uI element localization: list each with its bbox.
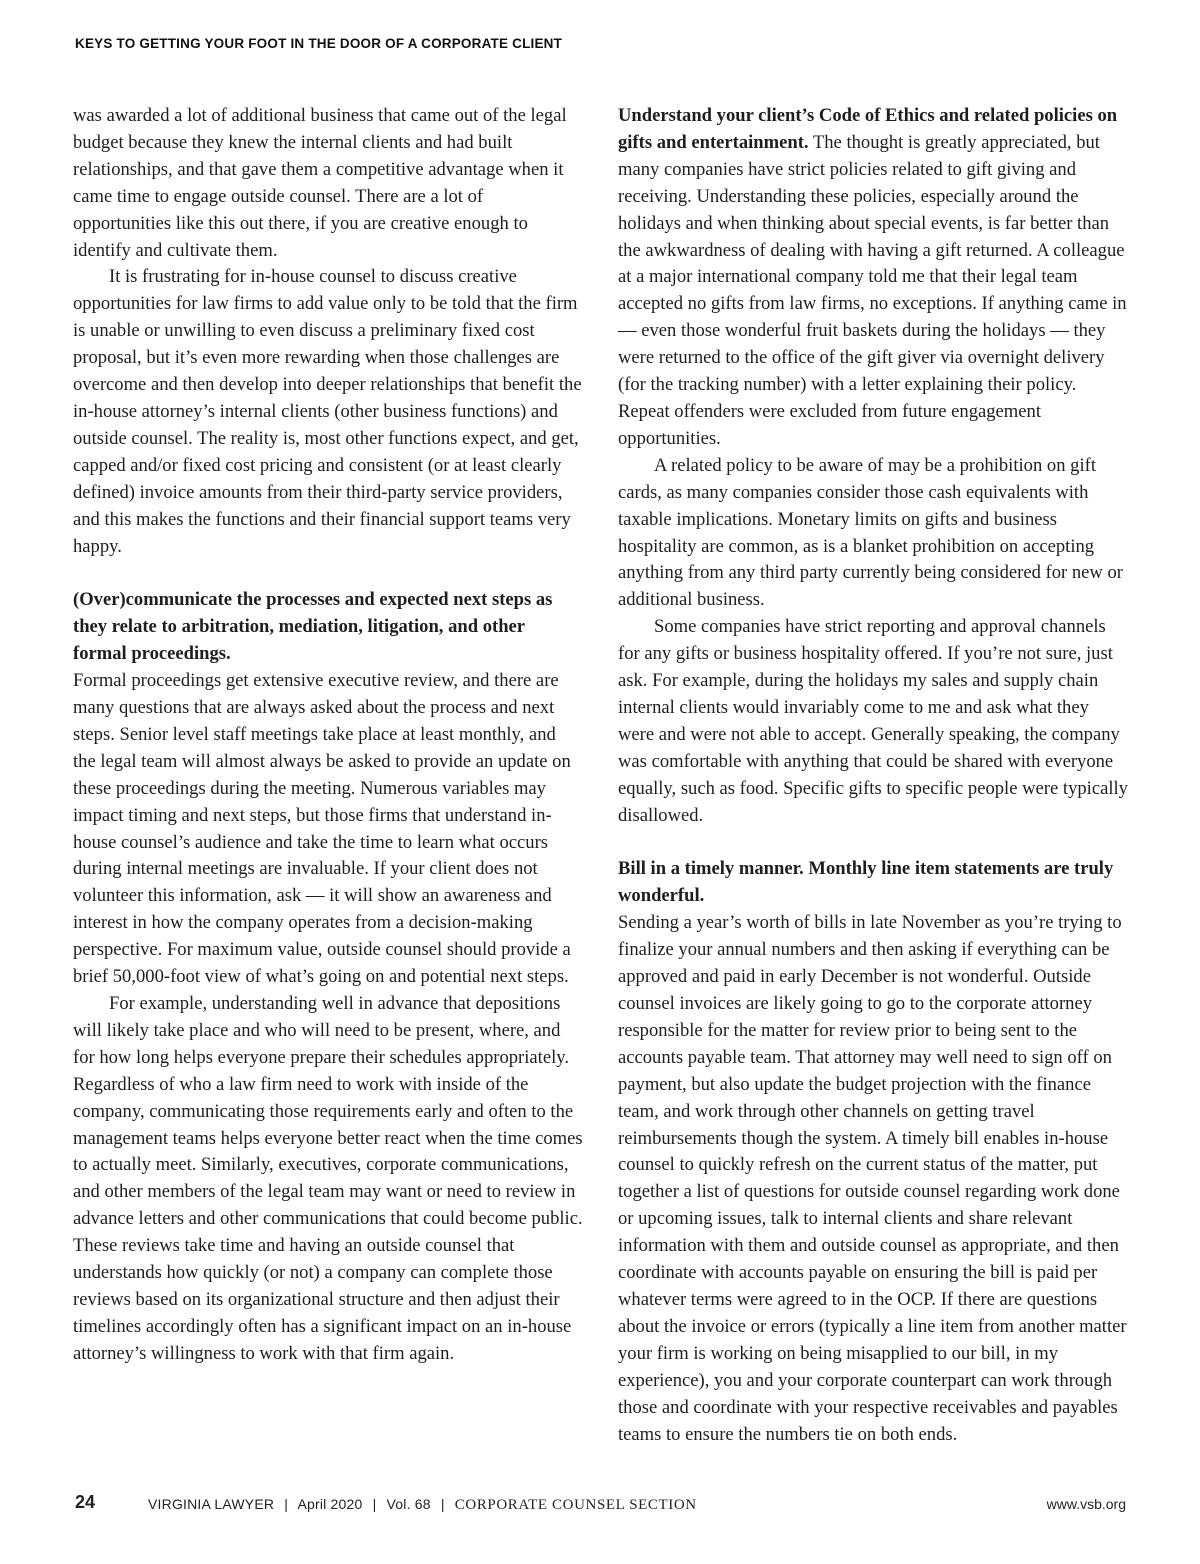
footer-separator: | <box>284 1496 289 1512</box>
section-name: CORPORATE COUNSEL SECTION <box>454 1497 697 1513</box>
section-heading: (Over)communicate the processes and expected next steps as they relate to arbitration, mediation, litigation, and other formal proceedings. <box>73 589 553 665</box>
page-number: 24 <box>75 1492 96 1512</box>
left-column <box>73 103 583 1368</box>
body-paragraph: It is frustrating for in-house counsel to discuss creative opportunities for law firms to add value only to be told that the firm is unable or unwilling to even discuss a preliminary fixed cost proposal, but it’s even more rewarding when those challenges are overcome and then develop into deeper relationships that benefit the in-house attorney’s internal clients (other business functions) and outside counsel. The reality is, most other functions expect, and get, capped and/or fixed cost pricing and consistent (or at least clearly defined) invoice amounts from their third-party service providers, and this makes the functions and their financial support teams very happy. <box>73 266 582 557</box>
publication-line <box>148 1496 697 1514</box>
website-link[interactable]: www.vsb.org <box>1046 1496 1126 1512</box>
section-heading: Bill in a timely manner. Monthly line item statements are truly wonderful. <box>618 858 1114 907</box>
body-paragraph: A related policy to be aware of may be a prohibition on gift cards, as many companies consider those cash equivalents with taxable implications. Monetary limits on gifts and business hospitality are common, as is a blanket prohibition on accepting anything from any third party currently being considered for new or additional business. <box>618 454 1123 611</box>
section-heading: Understand your client’s Code of Ethics and related policies on gifts and entertainment. <box>618 105 1118 153</box>
body-paragraph: was awarded a lot of additional business that came out of the legal budget because they knew the internal clients and had built relationships, and that gave them a competitive advantage when it came time to engage outside counsel. There are a lot of opportunities like this out there, if you are creative enough to identify and cultivate them. <box>73 105 567 261</box>
paragraph-text: The thought is greatly appreciated, but many companies have strict policies related to gift giving and receiving. Understanding these policies, especially around the holidays and when thinking about special events, is far better than the awkwardness of dealing with having a gift returned. A colleague at a major international company told me that their legal team accepted no gifts from law firms, no exceptions. If anything came in — even those wonderful fruit baskets during the holidays — they were returned to the office of the gift giver via overnight delivery (for the tracking number) with a letter explaining their policy. Repeat offenders were excluded from future engagement opportunities. <box>618 131 1127 449</box>
body-paragraph: Formal proceedings get extensive executive review, and there are many questions that are always asked about the process and next steps. Senior level staff meetings take place at least monthly, and the legal team will almost always be asked to provide an update on these proceedings during the meeting. Numerous variables may impact timing and next steps, but those firms that understand in-house counsel’s audience and take the time to learn what occurs during internal meetings are invaluable. If your client does not volunteer this information, ask — it will show an awareness and interest in how the company operates from a decision-making perspective. For maximum value, outside counsel should provide a brief 50,000-foot view of what’s going on and potential next steps. <box>73 670 571 988</box>
publication-name: VIRGINIA LAWYER <box>148 1496 275 1512</box>
footer-separator: | <box>440 1496 445 1512</box>
volume-number: Vol. 68 <box>386 1496 431 1512</box>
running-header: KEYS TO GETTING YOUR FOOT IN THE DOOR OF A CORPORATE CLIENT <box>75 36 563 51</box>
right-column <box>618 103 1128 1448</box>
body-paragraph <box>618 103 1128 453</box>
issue-date: April 2020 <box>297 1496 363 1512</box>
footer-separator: | <box>372 1496 377 1512</box>
body-paragraph: Sending a year’s worth of bills in late November as you’re trying to finalize your annual numbers and then asking if everything can be approved and paid in early December is not wonderful. Outside counsel invoices are likely going to go to the corporate attorney responsible for the matter for review prior to being sent to the accounts payable team. That attorney may well need to sign off on payment, but also update the budget projection with the finance team, and work through other channels on getting travel reimbursements though the system. A timely bill enables in-house counsel to quickly refresh on the current status of the matter, put together a list of questions for outside counsel regarding work done or upcoming issues, talk to internal clients and share relevant information with them and outside counsel as appropriate, and then coordinate with accounts payable on ensuring the bill is paid per whatever terms were agreed to in the OCP. If there are questions about the invoice or errors (typically a line item from another matter your firm is working on being misapplied to our bill, in my experience), you and your corporate counterpart can work through those and coordinate with your respective receivables and payables teams to ensure the numbers tie on both ends. <box>618 912 1127 1445</box>
body-paragraph: Some companies have strict reporting and approval channels for any gifts or business hospitality offered. If you’re not sure, just ask. For example, during the holidays my sales and supply chain internal clients would invariably come to me and ask what they were and were not able to accept. Generally speaking, the company was comfortable with anything that could be shared with everyone equally, such as food. Specific gifts to specific people were typically disallowed. <box>618 616 1128 826</box>
body-paragraph: For example, understanding well in advance that depositions will likely take place and who will need to be present, where, and for how long helps everyone prepare their schedules appropriately. Regardless of who a law firm need to work with inside of the company, communicating those requirements early and often to the management teams helps everyone better react when the time comes to actually meet. Similarly, executives, corporate communications, and other members of the legal team may want or need to review in advance letters and other communications that could become public. These reviews take time and having an outside counsel that understands how quickly (or not) a company can complete those reviews based on its organizational structure and then adjust their timelines accordingly often has a significant impact on an in-house attorney’s willingness to work with that firm again. <box>73 993 583 1364</box>
page-footer <box>0 1492 1200 1518</box>
